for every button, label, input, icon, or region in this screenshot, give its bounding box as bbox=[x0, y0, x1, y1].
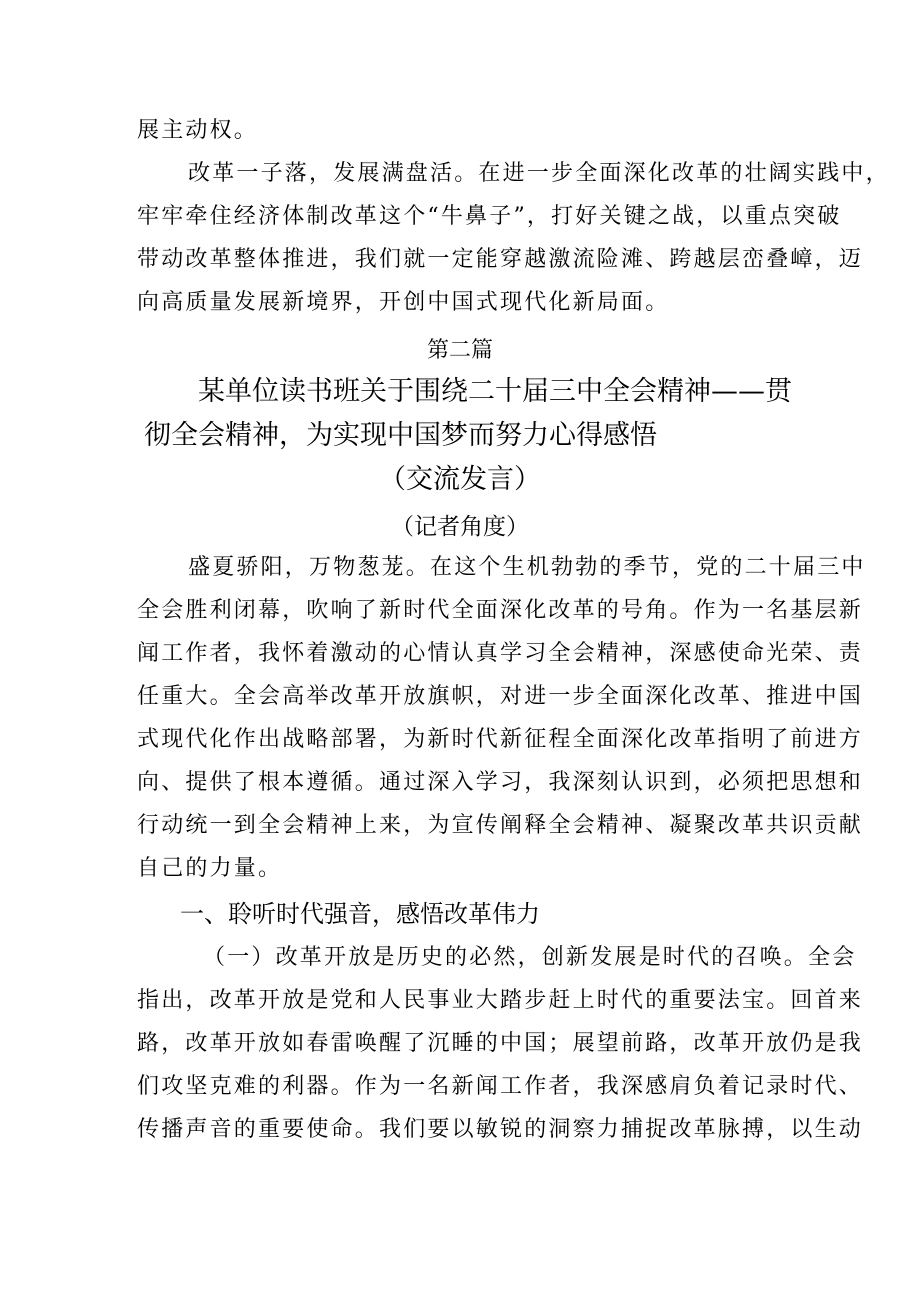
intro-line: 改革一子落，发展满盘活。在进一步全面深化改革的壮阔实践中， bbox=[188, 161, 890, 186]
document-subtitle: （记者角度） bbox=[391, 514, 529, 540]
paragraph-line: 指出，改革开放是党和人民事业大踏步赶上时代的重要法宝。回首来 bbox=[137, 988, 864, 1013]
document-title-line: （交流发言） bbox=[379, 464, 541, 495]
intro-line: 展主动权。 bbox=[137, 118, 259, 143]
document-title-line: 某单位读书班关于围绕二十届三中全会精神——贯 bbox=[198, 376, 792, 407]
section-label: 第二篇 bbox=[426, 338, 493, 363]
intro-line: 带动改革整体推进，我们就一定能穿越激流险滩、跨越层峦叠嶂，迈 bbox=[137, 247, 864, 272]
paragraph-line: 们攻坚克难的利器。作为一名新闻工作者，我深感肩负着记录时代、 bbox=[137, 1074, 864, 1099]
paragraph-line: 自己的力量。 bbox=[137, 856, 283, 881]
paragraph-line: 向、提供了根本遵循。通过深入学习，我深刻认识到，必须把思想和 bbox=[137, 770, 864, 795]
paragraph-line: 全会胜利闭幕，吹响了新时代全面深化改革的号角。作为一名基层新 bbox=[137, 598, 864, 623]
paragraph-line: 式现代化作出战略部署，为新时代新征程全面深化改革指明了前进方 bbox=[137, 727, 864, 752]
paragraph-line: （一）改革开放是历史的必然，创新发展是时代的召唤。全会 bbox=[203, 945, 857, 970]
intro-line: 牢牢牵住经济体制改革这个“牛鼻子”，打好关键之战，以重点突破 bbox=[137, 204, 842, 229]
paragraph-line: 行动统一到全会精神上来，为宣传阐释全会精神、凝聚改革共识贡献 bbox=[137, 813, 864, 838]
paragraph-line: 闻工作者，我怀着激动的心情认真学习全会精神，深感使命光荣、责 bbox=[137, 641, 864, 666]
intro-line: 向高质量发展新境界，开创中国式现代化新局面。 bbox=[137, 290, 670, 315]
section-heading: 一、聆听时代强音，感悟改革伟力 bbox=[180, 900, 540, 928]
paragraph-line: 盛夏骄阳，万物葱茏。在这个生机勃勃的季节，党的二十届三中 bbox=[188, 555, 866, 580]
document-title-line: 彻全会精神，为实现中国梦而努力心得感悟 bbox=[144, 420, 657, 451]
paragraph-line: 传播声音的重要使命。我们要以敏锐的洞察力捕捉改革脉搏，以生动 bbox=[137, 1117, 864, 1142]
paragraph-line: 路，改革开放如春雷唤醒了沉睡的中国；展望前路，改革开放仍是我 bbox=[137, 1031, 864, 1056]
paragraph-line: 任重大。全会高举改革开放旗帜，对进一步全面深化改革、推进中国 bbox=[137, 684, 864, 709]
